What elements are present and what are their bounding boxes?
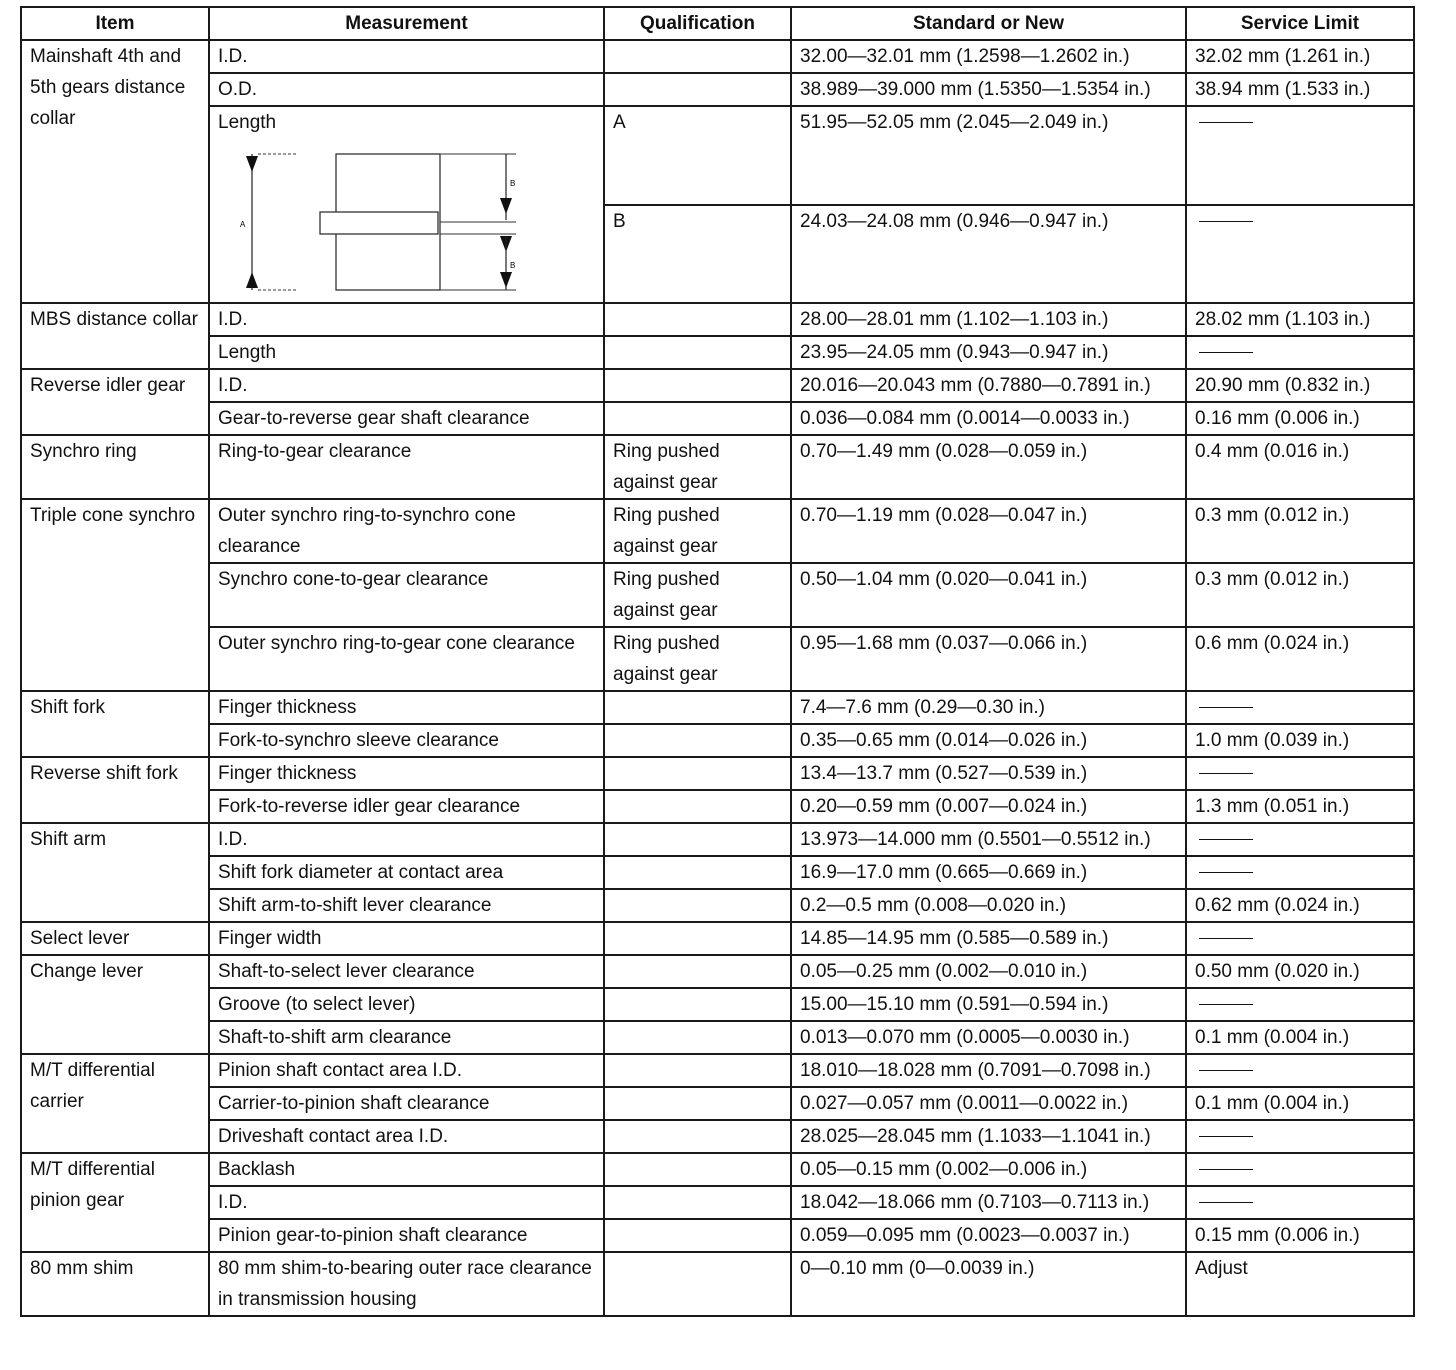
limit-cell [1186,1120,1414,1153]
item-cell: Triple cone synchro [21,499,209,691]
qualification-cell: Ring pushed against gear [604,563,791,627]
standard-cell: 23.95—24.05 mm (0.943—0.947 in.) [791,336,1186,369]
qualification-cell [604,856,791,889]
measurement-cell: Carrier-to-pinion shaft clearance [209,1087,604,1120]
item-cell: M/T differential carrier [21,1054,209,1153]
qualification-cell [604,1087,791,1120]
no-limit-dash [1199,1202,1253,1203]
standard-cell: 28.00—28.01 mm (1.102—1.103 in.) [791,303,1186,336]
no-limit-dash [1199,1136,1253,1137]
table-row [21,724,1414,757]
measurement-cell: Outer synchro ring-to-gear cone clearance [209,627,604,691]
measurement-cell: Fork-to-synchro sleeve clearance [209,724,604,757]
qualification-cell [604,1021,791,1054]
item-cell: Reverse shift fork [21,757,209,823]
no-limit-dash [1199,352,1253,353]
qualification-cell [604,336,791,369]
standard-cell: 0.027—0.057 mm (0.0011—0.0022 in.) [791,1087,1186,1120]
limit-cell [1186,757,1414,790]
limit-cell: 32.02 mm (1.261 in.) [1186,40,1414,73]
measurement-cell: I.D. [209,823,604,856]
standard-cell: 13.4—13.7 mm (0.527—0.539 in.) [791,757,1186,790]
standard-cell: 0—0.10 mm (0—0.0039 in.) [791,1252,1186,1316]
qualification-cell [604,40,791,73]
no-limit-dash [1199,707,1253,708]
standard-cell: 0.05—0.25 mm (0.002—0.010 in.) [791,955,1186,988]
item-cell: Change lever [21,955,209,1054]
item-cell: Reverse idler gear [21,369,209,435]
limit-cell [1186,988,1414,1021]
table-row [21,922,1414,955]
table-row [21,303,1414,336]
measurement-cell: Groove (to select lever) [209,988,604,1021]
item-cell: MBS distance collar [21,303,209,369]
standard-cell: 0.2—0.5 mm (0.008—0.020 in.) [791,889,1186,922]
no-limit-dash [1199,938,1253,939]
no-limit-dash [1199,221,1253,222]
standard-cell: 18.010—18.028 mm (0.7091—0.7098 in.) [791,1054,1186,1087]
table-row [21,369,1414,402]
table-row [21,1087,1414,1120]
measurement-cell: I.D. [209,303,604,336]
limit-cell: 28.02 mm (1.103 in.) [1186,303,1414,336]
limit-cell [1186,205,1414,304]
qualification-cell [604,1219,791,1252]
limit-cell [1186,106,1414,205]
limit-cell: 0.4 mm (0.016 in.) [1186,435,1414,499]
standard-cell: 18.042—18.066 mm (0.7103—0.7113 in.) [791,1186,1186,1219]
item-cell: Shift arm [21,823,209,922]
table-row [21,402,1414,435]
qualification-cell: B [604,205,791,304]
measurement-cell: Backlash [209,1153,604,1186]
qualification-cell [604,73,791,106]
measurement-cell-with-diagram [209,106,604,303]
limit-cell: 0.6 mm (0.024 in.) [1186,627,1414,691]
standard-cell: 24.03—24.08 mm (0.946—0.947 in.) [791,205,1186,304]
table-row [21,73,1414,106]
table-row [21,1054,1414,1087]
item-cell: Shift fork [21,691,209,757]
qualification-cell [604,757,791,790]
measurement-cell: Finger width [209,922,604,955]
measurement-cell: Shaft-to-shift arm clearance [209,1021,604,1054]
standard-cell: 15.00—15.10 mm (0.591—0.594 in.) [791,988,1186,1021]
measurement-cell: Ring-to-gear clearance [209,435,604,499]
table-row [21,823,1414,856]
limit-cell [1186,823,1414,856]
limit-cell: 0.1 mm (0.004 in.) [1186,1021,1414,1054]
measurement-cell: 80 mm shim-to-bearing outer race clearance in transmission housing [209,1252,604,1316]
standard-cell: 0.35—0.65 mm (0.014—0.026 in.) [791,724,1186,757]
limit-cell [1186,856,1414,889]
item-cell: Synchro ring [21,435,209,499]
table-row [21,499,1414,563]
item-cell: Select lever [21,922,209,955]
table-row [21,1252,1414,1316]
table-row [21,757,1414,790]
standard-cell: 13.973—14.000 mm (0.5501—0.5512 in.) [791,823,1186,856]
qualification-cell [604,823,791,856]
limit-cell: 0.1 mm (0.004 in.) [1186,1087,1414,1120]
limit-cell: 20.90 mm (0.832 in.) [1186,369,1414,402]
limit-cell: 0.3 mm (0.012 in.) [1186,563,1414,627]
standard-cell: 0.20—0.59 mm (0.007—0.024 in.) [791,790,1186,823]
qualification-cell [604,1186,791,1219]
table-row [21,955,1414,988]
standard-cell: 0.059—0.095 mm (0.0023—0.0037 in.) [791,1219,1186,1252]
no-limit-dash [1199,1004,1253,1005]
no-limit-dash [1199,1070,1253,1071]
standard-cell: 0.70—1.49 mm (0.028—0.059 in.) [791,435,1186,499]
qualification-cell: Ring pushed against gear [604,627,791,691]
no-limit-dash [1199,839,1253,840]
limit-cell: 0.62 mm (0.024 in.) [1186,889,1414,922]
qualification-cell [604,790,791,823]
limit-cell: 0.16 mm (0.006 in.) [1186,402,1414,435]
qualification-cell: Ring pushed against gear [604,499,791,563]
qualification-cell: Ring pushed against gear [604,435,791,499]
qualification-cell [604,724,791,757]
item-cell: 80 mm shim [21,1252,209,1316]
table-row [21,563,1414,627]
header-qualification: Qualification [604,7,791,40]
measurement-cell: Pinion shaft contact area I.D. [209,1054,604,1087]
measurement-cell: Pinion gear-to-pinion shaft clearance [209,1219,604,1252]
limit-cell: 1.3 mm (0.051 in.) [1186,790,1414,823]
qualification-cell [604,955,791,988]
limit-cell [1186,336,1414,369]
table-row [21,1021,1414,1054]
item-cell: Mainshaft 4th and 5th gears distance collar [21,40,209,303]
limit-cell [1186,1054,1414,1087]
table-row [21,435,1414,499]
standard-cell: 0.036—0.084 mm (0.0014—0.0033 in.) [791,402,1186,435]
standard-cell: 51.95—52.05 mm (2.045—2.049 in.) [791,106,1186,205]
qualification-cell [604,691,791,724]
limit-cell: 0.15 mm (0.006 in.) [1186,1219,1414,1252]
header-item: Item [21,7,209,40]
no-limit-dash [1199,122,1253,123]
measurement-cell: Shift arm-to-shift lever clearance [209,889,604,922]
limit-cell: 0.50 mm (0.020 in.) [1186,955,1414,988]
qualification-cell [604,1153,791,1186]
no-limit-dash [1199,773,1253,774]
measurement-cell: Length [209,336,604,369]
measurement-cell: Finger thickness [209,757,604,790]
measurement-cell: Gear-to-reverse gear shaft clearance [209,402,604,435]
measurement-cell: Fork-to-reverse idler gear clearance [209,790,604,823]
qualification-cell [604,1120,791,1153]
measurement-cell: Synchro cone-to-gear clearance [209,563,604,627]
table-row [21,1153,1414,1186]
qualification-cell [604,1054,791,1087]
limit-cell [1186,1153,1414,1186]
standard-cell: 0.013—0.070 mm (0.0005—0.0030 in.) [791,1021,1186,1054]
table-row [21,1120,1414,1153]
limit-cell [1186,922,1414,955]
qualification-cell [604,922,791,955]
table-row [21,988,1414,1021]
measurement-label: Length [218,112,277,133]
standard-cell: 0.50—1.04 mm (0.020—0.041 in.) [791,563,1186,627]
measurement-cell: Shaft-to-select lever clearance [209,955,604,988]
collar-diagram [236,152,536,302]
table-row [21,889,1414,922]
measurement-cell: Driveshaft contact area I.D. [209,1120,604,1153]
header-service-limit: Service Limit [1186,7,1414,40]
no-limit-dash [1199,1169,1253,1170]
label-b-top: B [510,179,516,188]
table-row [21,790,1414,823]
label-b-bottom: B [510,261,516,270]
label-a: A [240,220,246,229]
header-row [21,7,1414,40]
table-row [21,40,1414,73]
table-row [21,627,1414,691]
limit-cell: 1.0 mm (0.039 in.) [1186,724,1414,757]
standard-cell: 0.70—1.19 mm (0.028—0.047 in.) [791,499,1186,563]
no-limit-dash [1199,872,1253,873]
standard-cell: 20.016—20.043 mm (0.7880—0.7891 in.) [791,369,1186,402]
limit-cell: Adjust [1186,1252,1414,1316]
table-row [21,336,1414,369]
standard-cell: 7.4—7.6 mm (0.29—0.30 in.) [791,691,1186,724]
table-row [21,856,1414,889]
limit-cell [1186,691,1414,724]
standard-cell: 38.989—39.000 mm (1.5350—1.5354 in.) [791,73,1186,106]
table-row [21,106,1414,205]
standard-cell: 14.85—14.95 mm (0.585—0.589 in.) [791,922,1186,955]
item-cell: M/T differential pinion gear [21,1153,209,1252]
qualification-cell [604,988,791,1021]
table-row [21,1186,1414,1219]
limit-cell [1186,1186,1414,1219]
measurement-cell: Shift fork diameter at contact area [209,856,604,889]
standard-cell: 28.025—28.045 mm (1.1033—1.1041 in.) [791,1120,1186,1153]
measurement-cell: I.D. [209,1186,604,1219]
table-row [21,691,1414,724]
measurement-cell: O.D. [209,73,604,106]
spec-table [20,6,1415,1317]
table-row [21,1219,1414,1252]
qualification-cell [604,889,791,922]
standard-cell: 16.9—17.0 mm (0.665—0.669 in.) [791,856,1186,889]
header-measurement: Measurement [209,7,604,40]
qualification-cell [604,402,791,435]
measurement-cell: Outer synchro ring-to-synchro cone clearance [209,499,604,563]
qualification-cell: A [604,106,791,205]
measurement-cell: Finger thickness [209,691,604,724]
standard-cell: 0.05—0.15 mm (0.002—0.006 in.) [791,1153,1186,1186]
measurement-cell: I.D. [209,369,604,402]
standard-cell: 32.00—32.01 mm (1.2598—1.2602 in.) [791,40,1186,73]
limit-cell: 38.94 mm (1.533 in.) [1186,73,1414,106]
measurement-cell: I.D. [209,40,604,73]
standard-cell: 0.95—1.68 mm (0.037—0.066 in.) [791,627,1186,691]
qualification-cell [604,303,791,336]
qualification-cell [604,369,791,402]
limit-cell: 0.3 mm (0.012 in.) [1186,499,1414,563]
qualification-cell [604,1252,791,1316]
header-standard: Standard or New [791,7,1186,40]
